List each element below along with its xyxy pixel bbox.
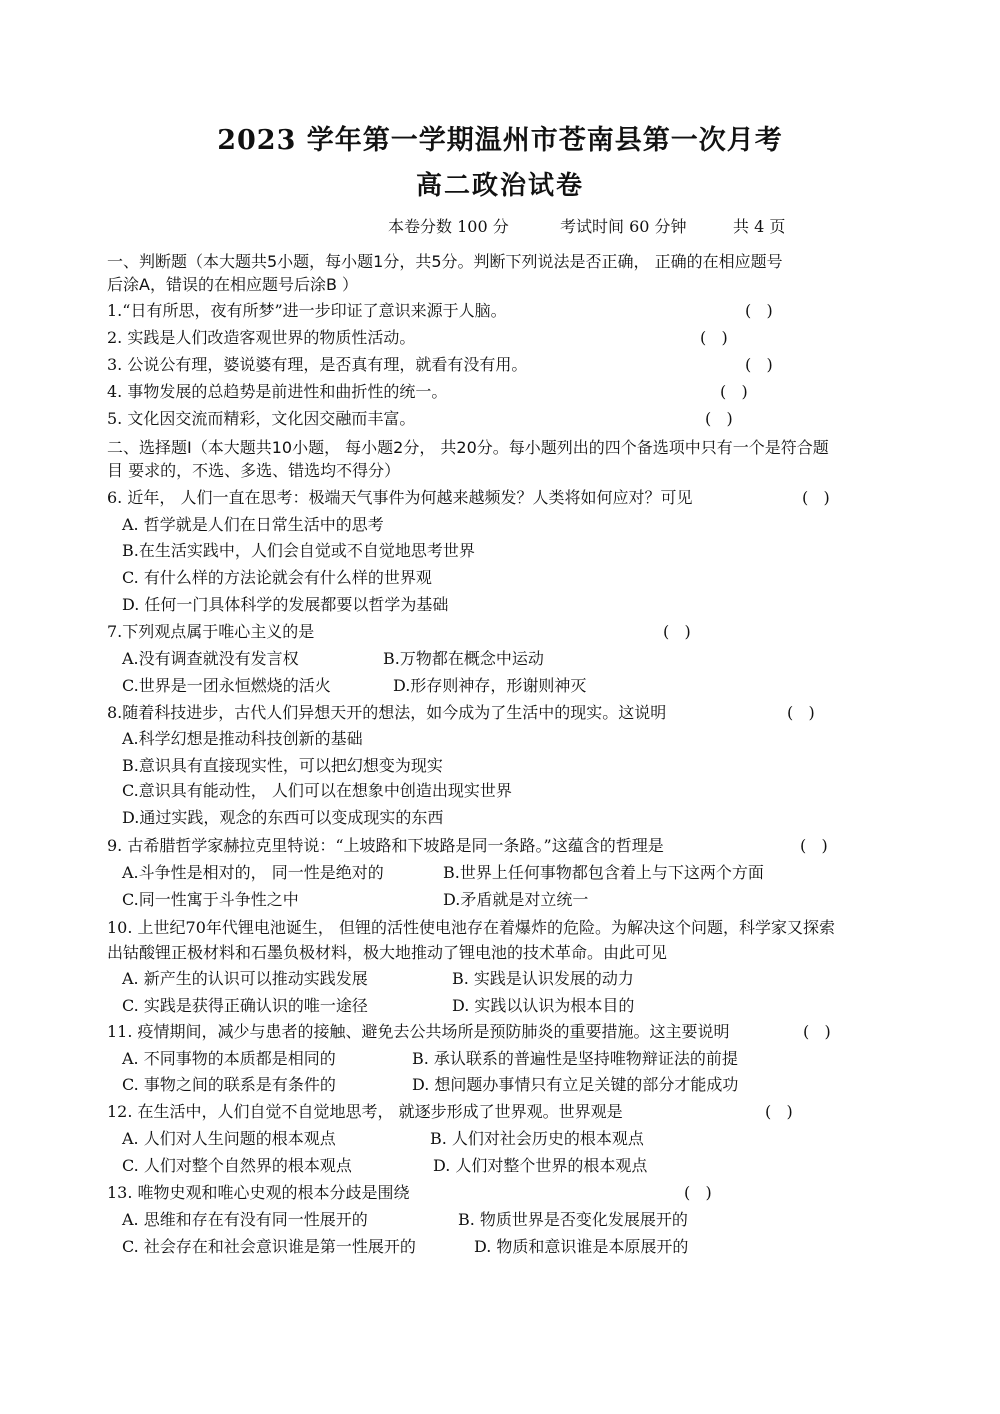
section1-heading-line2: 后涂A，错误的在相应题号后涂B ） bbox=[107, 275, 359, 294]
tf-question-2: 2. 实践是人们改造客观世界的物质性活动。 bbox=[107, 328, 416, 347]
tf-question-4: 4. 事物发展的总趋势是前进性和曲折性的统一。 bbox=[107, 382, 448, 401]
answer-blank-8: ( ) bbox=[787, 703, 815, 722]
question-13-option-c: C. 社会存在和社会意识谁是第一性展开的 bbox=[122, 1237, 416, 1256]
question-13-option-b: B. 物质世界是否变化发展展开的 bbox=[458, 1210, 688, 1229]
question-11-option-b: B. 承认联系的普遍性是坚持唯物辩证法的前提 bbox=[412, 1049, 738, 1068]
exam-duration: 考试时间 60 分钟 bbox=[560, 217, 687, 236]
question-10-stem-line2: 出钴酸锂正极材料和石墨负极材料，极大地推动了锂电池的技术革命。由此可见 bbox=[107, 943, 668, 962]
question-8-option-a: A.科学幻想是推动科技创新的基础 bbox=[122, 729, 363, 748]
question-10-stem-line1: 10. 上世纪70年代锂电池诞生， 但锂的活性使电池存在着爆炸的危险。为解决这个问题，科学家又探索 bbox=[107, 918, 835, 937]
answer-blank-9: ( ) bbox=[800, 836, 828, 855]
question-9-option-b: B.世界上任何事物都包含着上与下这两个方面 bbox=[443, 863, 764, 882]
question-10-option-d: D. 实践以认识为根本目的 bbox=[452, 996, 635, 1015]
question-11-option-c: C. 事物之间的联系是有条件的 bbox=[122, 1075, 336, 1094]
question-8-stem: 8.随着科技进步，古代人们异想天开的想法，如今成为了生活中的现实。这说明 bbox=[107, 703, 667, 722]
question-12-option-b: B. 人们对社会历史的根本观点 bbox=[430, 1129, 644, 1148]
answer-blank-13: ( ) bbox=[684, 1183, 712, 1202]
question-9-stem: 9. 古希腊哲学家赫拉克里特说：“上坡路和下坡路是同一条路。”这蕴含的哲理是 bbox=[107, 836, 664, 855]
question-12-stem: 12. 在生活中，人们自觉不自觉地思考， 就逐步形成了世界观。世界观是 bbox=[107, 1102, 623, 1121]
answer-blank-5: ( ) bbox=[705, 409, 733, 428]
answer-blank-6: ( ) bbox=[802, 488, 830, 507]
question-12-option-c: C. 人们对整个自然界的根本观点 bbox=[122, 1156, 352, 1175]
answer-blank-1: ( ) bbox=[745, 301, 773, 320]
question-11-option-d: D. 想问题办事情只有立足关键的部分才能成功 bbox=[412, 1075, 739, 1094]
question-7-option-b: B.万物都在概念中运动 bbox=[383, 649, 544, 668]
question-8-option-b: B.意识具有直接现实性，可以把幻想变为现实 bbox=[122, 756, 443, 775]
exam-subtitle: 高二政治试卷 bbox=[415, 171, 584, 201]
question-6-option-d: D. 任何一门具体科学的发展都要以哲学为基础 bbox=[122, 595, 449, 614]
question-7-stem: 7.下列观点属于唯心主义的是 bbox=[107, 622, 315, 641]
answer-blank-2: ( ) bbox=[700, 328, 728, 347]
question-10-option-b: B. 实践是认识发展的动力 bbox=[452, 969, 634, 988]
question-13-stem: 13. 唯物史观和唯心史观的根本分歧是围绕 bbox=[107, 1183, 410, 1202]
section2-heading-line1: 二、选择题Ⅰ（本大题共10小题， 每小题2分， 共20分。每小题列出的四个备选项中只有一个是符合题 bbox=[107, 438, 829, 457]
question-6-stem: 6. 近年， 人们一直在思考：极端天气事件为何越来越频发？人类将如何应对？可见 bbox=[107, 488, 693, 507]
question-13-option-d: D. 物质和意识谁是本原展开的 bbox=[474, 1237, 689, 1256]
total-score: 本卷分数 100 分 bbox=[388, 217, 509, 236]
question-6-option-b: B.在生活实践中，人们会自觉或不自觉地思考世界 bbox=[122, 541, 475, 560]
section2-heading-line2: 目 要求的，不选、多选、错选均不得分） bbox=[107, 461, 401, 480]
tf-question-1: 1.“日有所思，夜有所梦”进一步印证了意识来源于人脑。 bbox=[107, 301, 507, 320]
question-9-option-a: A.斗争性是相对的， 同一性是绝对的 bbox=[122, 863, 384, 882]
question-6-option-c: C. 有什么样的方法论就会有什么样的世界观 bbox=[122, 568, 432, 587]
question-7-option-a: A.没有调查就没有发言权 bbox=[122, 649, 299, 668]
question-8-option-c: C.意识具有能动性， 人们可以在想象中创造出现实世界 bbox=[122, 781, 512, 800]
question-9-option-c: C.同一性寓于斗争性之中 bbox=[122, 890, 299, 909]
question-6-option-a: A. 哲学就是人们在日常生活中的思考 bbox=[122, 515, 384, 534]
exam-title: 2023 学年第一学期温州市苍南县第一次月考 bbox=[217, 125, 783, 156]
question-7-option-c: C.世界是一团永恒燃烧的活火 bbox=[122, 676, 331, 695]
section1-heading-line1: 一、判断题（本大题共5小题，每小题1分，共5分。判断下列说法是否正确， 正确的在相应题号 bbox=[107, 252, 783, 271]
answer-blank-4: ( ) bbox=[720, 382, 748, 401]
question-8-option-d: D.通过实践，观念的东西可以变成现实的东西 bbox=[122, 808, 444, 827]
question-10-option-c: C. 实践是获得正确认识的唯一途径 bbox=[122, 996, 368, 1015]
question-7-option-d: D.形存则神存，形谢则神灭 bbox=[393, 676, 587, 695]
question-13-option-a: A. 思维和存在有没有同一性展开的 bbox=[122, 1210, 368, 1229]
tf-question-3: 3. 公说公有理，婆说婆有理，是否真有理，就看有没有用。 bbox=[107, 355, 528, 374]
page-count: 共 4 页 bbox=[733, 217, 786, 236]
question-9-option-d: D.矛盾就是对立统一 bbox=[443, 890, 589, 909]
question-12-option-d: D. 人们对整个世界的根本观点 bbox=[433, 1156, 648, 1175]
question-11-option-a: A. 不同事物的本质都是相同的 bbox=[122, 1049, 336, 1068]
question-12-option-a: A. 人们对人生问题的根本观点 bbox=[122, 1129, 336, 1148]
question-10-option-a: A. 新产生的认识可以推动实践发展 bbox=[122, 969, 368, 988]
answer-blank-3: ( ) bbox=[745, 355, 773, 374]
tf-question-5: 5. 文化因交流而精彩，文化因交融而丰富。 bbox=[107, 409, 416, 428]
answer-blank-7: ( ) bbox=[663, 622, 691, 641]
answer-blank-12: ( ) bbox=[765, 1102, 793, 1121]
question-11-stem: 11. 疫情期间，减少与患者的接触、避免去公共场所是预防肺炎的重要措施。这主要说明 bbox=[107, 1022, 730, 1041]
answer-blank-11: ( ) bbox=[803, 1022, 831, 1041]
